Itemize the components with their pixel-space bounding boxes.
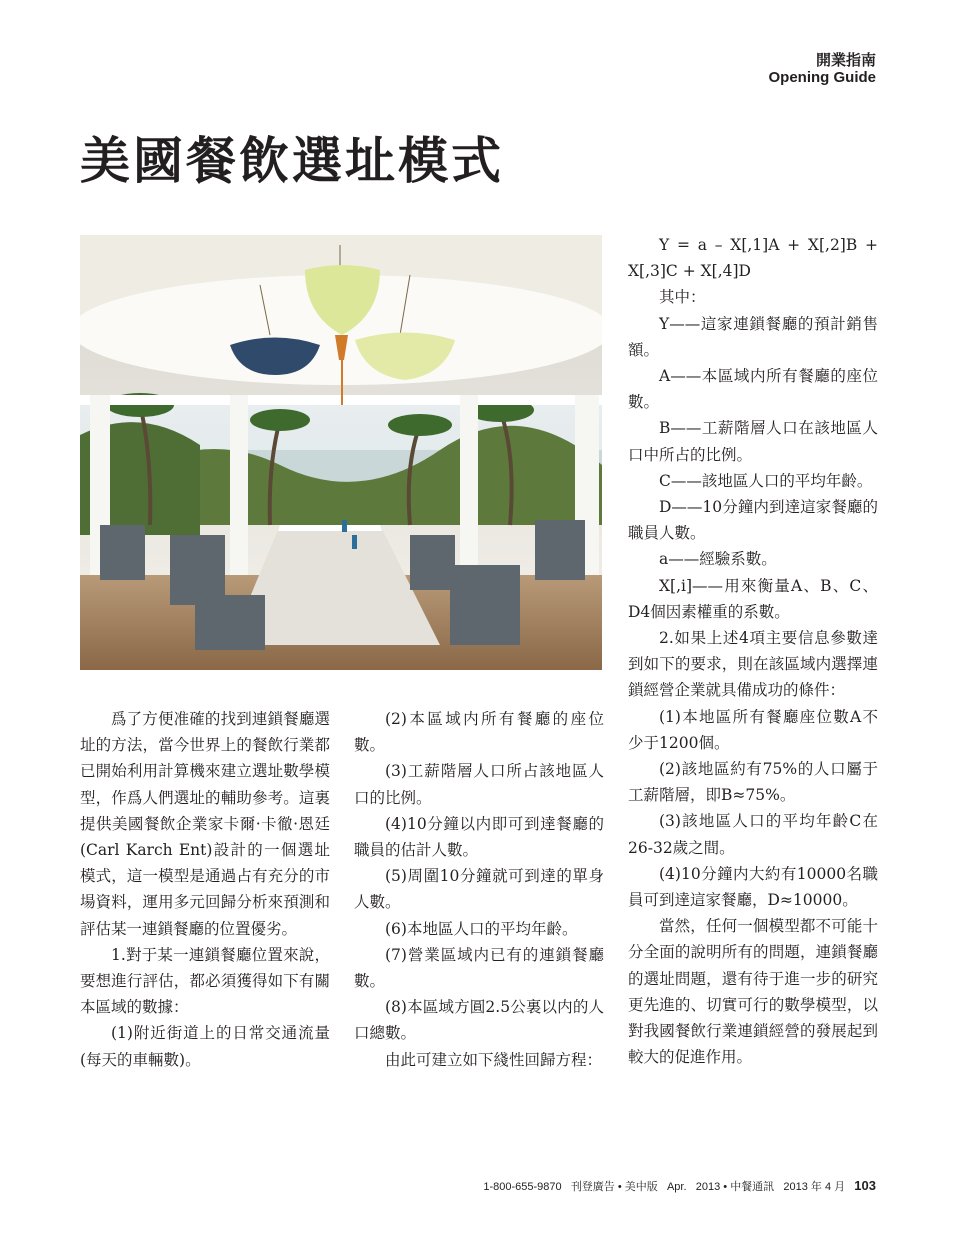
list-item: (6)本地區人口的平均年齡。 [385, 919, 578, 938]
footer-date: 2013 年 4 月 [783, 1181, 846, 1193]
definition-item: X[,i]——用來衡量A、B、C、D4個因素權重的系數。 [628, 576, 878, 621]
footer-separator: • [617, 1181, 622, 1193]
paragraph: 當然，任何一個模型都不可能十分全面的說明所有的問題，連鎖餐廳的選址問題，還有待于進一步的研究更先進的、切實可行的數學模型，以對我國餐飲行業連鎖經營的發展起到較大的促進作用。 [628, 917, 878, 1067]
definition-item: D——10分鐘内到達這家餐廳的職員人數。 [628, 498, 878, 543]
restaurant-photo [80, 235, 602, 670]
footer-separator: • [723, 1181, 728, 1193]
paragraph: 其中： [659, 288, 706, 307]
list-item: (4)10分鐘以内即可到達餐廳的職員的估計人數。 [354, 814, 604, 860]
column-2 [354, 706, 604, 1073]
footer-month: Apr. [666, 1181, 687, 1193]
list-item: (1)本地區所有餐廳座位數A不少于1200個。 [628, 707, 878, 752]
definition-item: A——本區域内所有餐廳的座位數。 [628, 367, 878, 412]
article-title: 美國餐飲選址模式 [80, 131, 504, 190]
paragraph: 爲了方便准確的找到連鎖餐廳選址的方法，當今世界上的餐飲行業都已開始利用計算機來建立選址數學模型，作爲人們選址的輔助參考。這裏提供美國餐飲企業家卡爾·卡徹·恩廷(Carl Karch Ent)設計的一個選址模式，這一模型是通過占有充分的市場資料，運用多元回歸分析來預測和評估某一連鎖餐廳的位置優劣。 [80, 710, 330, 938]
page-number: 103 [854, 1178, 876, 1193]
footer-edition: 美中版 [624, 1181, 658, 1193]
paragraph: 由此可建立如下綫性回歸方程： [385, 1050, 603, 1069]
list-item: (2)本區域内所有餐廳的座位數。 [354, 710, 604, 755]
page-footer [483, 1178, 876, 1194]
footer-ad-label: 刊登廣告 [570, 1181, 615, 1193]
list-item: (2)該地區約有75%的人口屬于工薪階層，即B≈75%。 [628, 760, 878, 805]
section-label-en: Opening Guide [768, 69, 876, 86]
definition-item: a——經驗系數。 [659, 550, 777, 569]
column-3 [628, 232, 878, 1071]
list-item: (4)10分鐘内大約有10000名職員可到達這家餐廳，D≈10000。 [628, 864, 878, 910]
list-item: (8)本區域方圓2.5公裏以内的人口總數。 [354, 998, 604, 1043]
footer-publication: 中餐通訊 [730, 1181, 775, 1193]
section-label-zh: 開業指南 [815, 51, 876, 69]
footer-year: 2013 [695, 1181, 721, 1193]
restaurant-photo-icon [80, 235, 602, 670]
column-1 [80, 706, 330, 1073]
paragraph: 2.如果上述4項主要信息參數達到如下的要求，則在該區域内選擇連鎖經營企業就具備成功的條件： [628, 629, 878, 700]
list-item: (7)營業區域内已有的連鎖餐廳數。 [354, 945, 604, 991]
definition-item: B——工薪階層人口在該地區人口中所占的比例。 [628, 419, 878, 464]
footer-phone: 1-800-655-9870 [483, 1181, 562, 1193]
paragraph: 1.對于某一連鎖餐廳位置來說，要想進行評估，都必須獲得如下有關本區域的數據： [80, 945, 330, 1017]
list-item: (3)工薪階層人口所占該地區人口的比例。 [354, 762, 604, 807]
equation: Y = a – X[,1]A + X[,2]B + X[,3]C + X[,4]D [628, 236, 878, 281]
list-item: (5)周圍10分鐘就可到達的單身人數。 [354, 867, 604, 912]
definition-item: Y——這家連鎖餐廳的預計銷售額。 [628, 314, 878, 359]
list-item: (3)該地區人口的平均年齡C在26-32歲之間。 [628, 812, 878, 857]
definition-item: C——該地區人口的平均年齡。 [659, 471, 873, 490]
list-item: (1)附近街道上的日常交通流量(每天的車輛數)。 [80, 1024, 330, 1069]
